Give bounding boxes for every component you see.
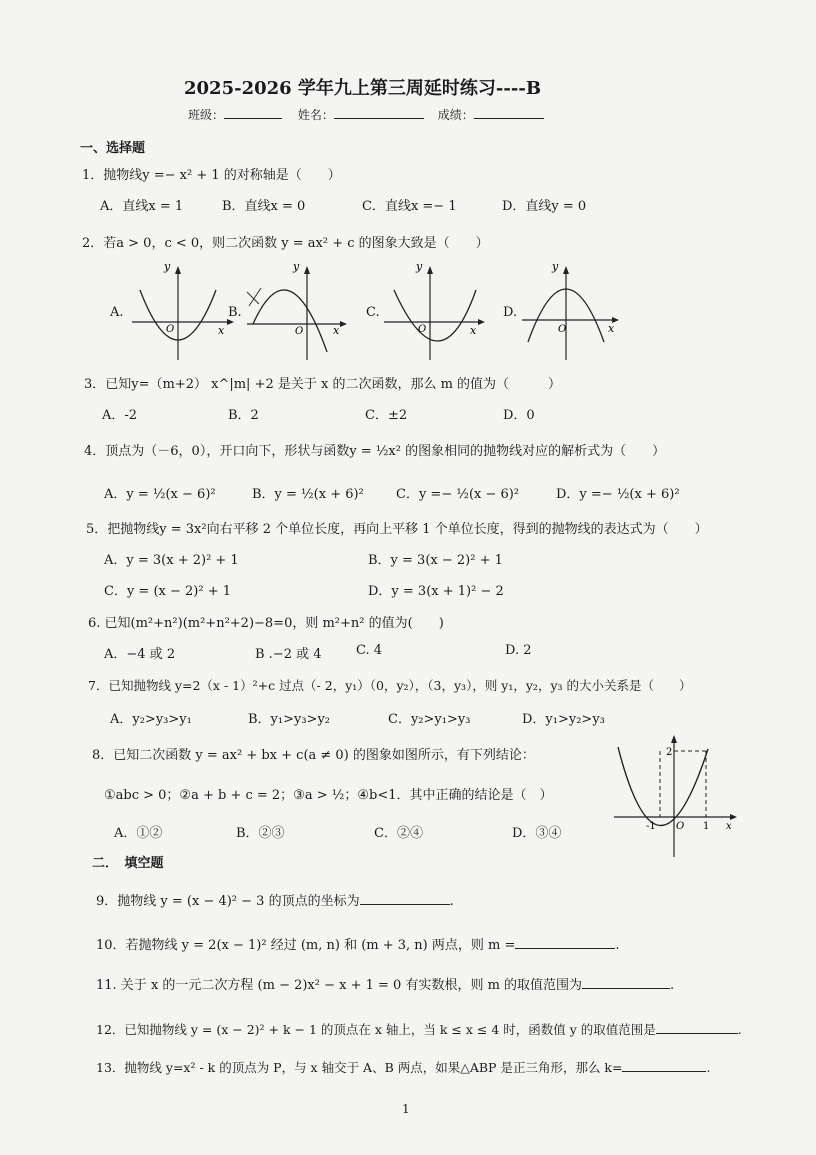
q8-option-a[interactable]: A．①② (114, 826, 163, 841)
section-heading-choice: 一、选择题 (80, 141, 146, 156)
question-7-stem: 7．已知抛物线 y=2（x - 1）²+c 过点（- 2，y₁）（0，y₂），（3，y₃），则 y₁，y₂，y₃ 的大小关系是（ ） (88, 678, 692, 693)
question-1-stem: 1．抛物线y =− x² + 1 的对称轴是（ ） (82, 168, 341, 183)
q1-option-a[interactable]: A．直线x = 1 (100, 199, 184, 214)
q6-option-b[interactable]: B .−2 或 4 (255, 647, 322, 662)
q4-option-d[interactable]: D．y =− ½(x + 6)² (556, 487, 680, 502)
question-9-end: . (449, 894, 454, 909)
q2-graph-c-y-label: y (416, 262, 423, 273)
q2-graph-a (122, 262, 237, 362)
question-13-end: . (706, 1060, 711, 1075)
q8-parabola-graph (610, 735, 740, 860)
q2-graph-b-y-label: y (293, 262, 300, 273)
q8-graph-label-neg1: -1 (646, 821, 656, 832)
q10-answer-blank[interactable] (515, 936, 615, 949)
q7-option-a[interactable]: A．y₂>y₃>y₁ (110, 712, 192, 727)
q2-option-b-label[interactable]: B. (228, 305, 242, 320)
question-8-stem: 8．已知二次函数 y = ax² + bx + c(a ≠ 0) 的图象如图所示，有下列结论： (92, 748, 535, 763)
question-4-stem: 4．顶点为（－6，0），开口向下，形状与函数y = ½x² 的图象相同的抛物线对应的解析式为（ ） (84, 444, 666, 459)
q8-graph-label-1: 1 (703, 821, 710, 832)
q7-option-b[interactable]: B．y₁>y₃>y₂ (248, 712, 331, 727)
question-6-stem: 6. 已知(m²+n²)(m²+n²+2)−8=0，则 m²+n² 的值为( ) (88, 616, 444, 631)
q2-option-a-label[interactable]: A. (110, 305, 124, 320)
q12-answer-blank[interactable] (656, 1021, 738, 1034)
q4-option-b[interactable]: B．y = ½(x + 6)² (252, 487, 364, 502)
q5-option-c[interactable]: C．y = (x − 2)² + 1 (104, 584, 231, 599)
page-number: 1 (402, 1102, 410, 1116)
q3-option-a[interactable]: A．-2 (102, 408, 138, 423)
question-13 (96, 1058, 710, 1076)
q2-graph-c-x-label: x (470, 324, 477, 337)
class-label: 班级： (188, 108, 225, 122)
q6-option-c[interactable]: C. 4 (356, 643, 383, 658)
q2-graph-b (245, 262, 350, 362)
name-label: 姓名： (297, 108, 334, 122)
q8-graph-label-2: 2 (666, 747, 673, 758)
q11-answer-blank[interactable] (582, 976, 670, 989)
q3-option-b[interactable]: B．2 (228, 408, 259, 423)
q8-graph-x-label: x (726, 821, 732, 832)
q7-option-c[interactable]: C．y₂>y₁>y₃ (388, 712, 471, 727)
q5-option-a[interactable]: A．y = 3(x + 2)² + 1 (104, 553, 239, 568)
question-11-text: 11. 关于 x 的一元二次方程 (m − 2)x² − x + 1 = 0 有实数根，则 m 的取值范围为 (96, 978, 583, 993)
question-10 (96, 934, 620, 953)
q8-option-c[interactable]: C．②④ (374, 826, 423, 841)
question-11 (96, 974, 674, 993)
score-label: 成绩： (437, 108, 474, 122)
q8-option-d[interactable]: D．③④ (512, 826, 562, 841)
q2-graph-d-x-label: x (608, 322, 615, 335)
q2-graph-d (520, 262, 625, 362)
question-3-stem: 3．已知y=（m+2） x^|m| +2 是关于 x 的二次函数，那么 m 的值为（ ） (84, 377, 562, 392)
q2-graph-d-y-label: y (552, 262, 559, 273)
class-field[interactable] (224, 106, 282, 119)
q9-answer-blank[interactable] (360, 892, 450, 905)
q8-graph-origin: O (676, 821, 685, 832)
q5-option-b[interactable]: B．y = 3(x − 2)² + 1 (368, 553, 503, 568)
q2-graph-c (380, 262, 490, 362)
q2-graph-a-y-label: y (164, 262, 171, 273)
name-field[interactable] (334, 106, 424, 119)
section-heading-fill: 二． 填空题 (92, 856, 164, 871)
q2-graph-a-x-label: x (218, 324, 225, 337)
q2-graph-d-origin: O (558, 324, 567, 335)
question-12 (96, 1020, 742, 1038)
q2-graph-b-x-label: x (333, 324, 340, 337)
page-title: 2025-2026 学年九上第三周延时练习----B (184, 78, 542, 99)
q2-graph-c-origin: O (418, 324, 427, 335)
q6-option-a[interactable]: A．−4 或 2 (104, 647, 176, 662)
q2-option-d-label[interactable]: D. (503, 305, 518, 320)
question-9 (96, 890, 454, 909)
q6-option-d[interactable]: D. 2 (505, 643, 532, 658)
q5-option-d[interactable]: D．y = 3(x + 1)² − 2 (368, 584, 504, 599)
question-9-text: 9．抛物线 y = (x − 4)² − 3 的顶点的坐标为 (96, 894, 360, 909)
q2-graph-b-origin: O (295, 326, 304, 337)
q2-option-c-label[interactable]: C. (366, 305, 380, 320)
q2-graph-a-origin: O (166, 324, 175, 335)
question-2-stem: 2．若a > 0，c < 0，则二次函数 y = ax² + c 的图象大致是（ ） (82, 236, 489, 251)
q3-option-c[interactable]: C．±2 (365, 408, 408, 423)
question-13-text: 13．抛物线 y=x² - k 的顶点为 P，与 x 轴交于 A、B 两点，如果△ABP 是正三角形，那么 k= (96, 1060, 623, 1075)
question-12-text: 12．已知抛物线 y = (x − 2)² + k − 1 的顶点在 x 轴上，当 k ≤ x ≤ 4 时，函数值 y 的取值范围是 (96, 1022, 656, 1037)
question-12-end: . (737, 1022, 742, 1037)
info-line (188, 106, 544, 123)
question-10-end: . (615, 938, 620, 953)
q1-option-b[interactable]: B．直线x = 0 (222, 199, 306, 214)
question-11-end: . (670, 978, 675, 993)
q7-option-d[interactable]: D．y₁>y₂>y₃ (522, 712, 605, 727)
q13-answer-blank[interactable] (622, 1059, 706, 1072)
question-10-text: 10．若抛物线 y = 2(x − 1)² 经过 (m, n) 和 (m + 3, n) 两点，则 m = (96, 938, 516, 953)
q1-option-c[interactable]: C．直线x =− 1 (362, 199, 457, 214)
q8-option-b[interactable]: B．②③ (236, 826, 285, 841)
question-5-stem: 5．把抛物线y = 3x²向右平移 2 个单位长度，再向上平移 1 个单位长度，得到的抛物线的表达式为（ ） (86, 522, 708, 537)
q1-option-d[interactable]: D．直线y = 0 (502, 199, 587, 214)
q4-option-c[interactable]: C．y =− ½(x − 6)² (396, 487, 520, 502)
q4-option-a[interactable]: A．y = ½(x − 6)² (104, 487, 216, 502)
question-8-conclusions: ①abc > 0；②a + b + c = 2；③a > ½；④b<1．其中正确的结论是（ ） (104, 788, 553, 803)
q3-option-d[interactable]: D．0 (503, 408, 535, 423)
score-field[interactable] (474, 106, 544, 119)
